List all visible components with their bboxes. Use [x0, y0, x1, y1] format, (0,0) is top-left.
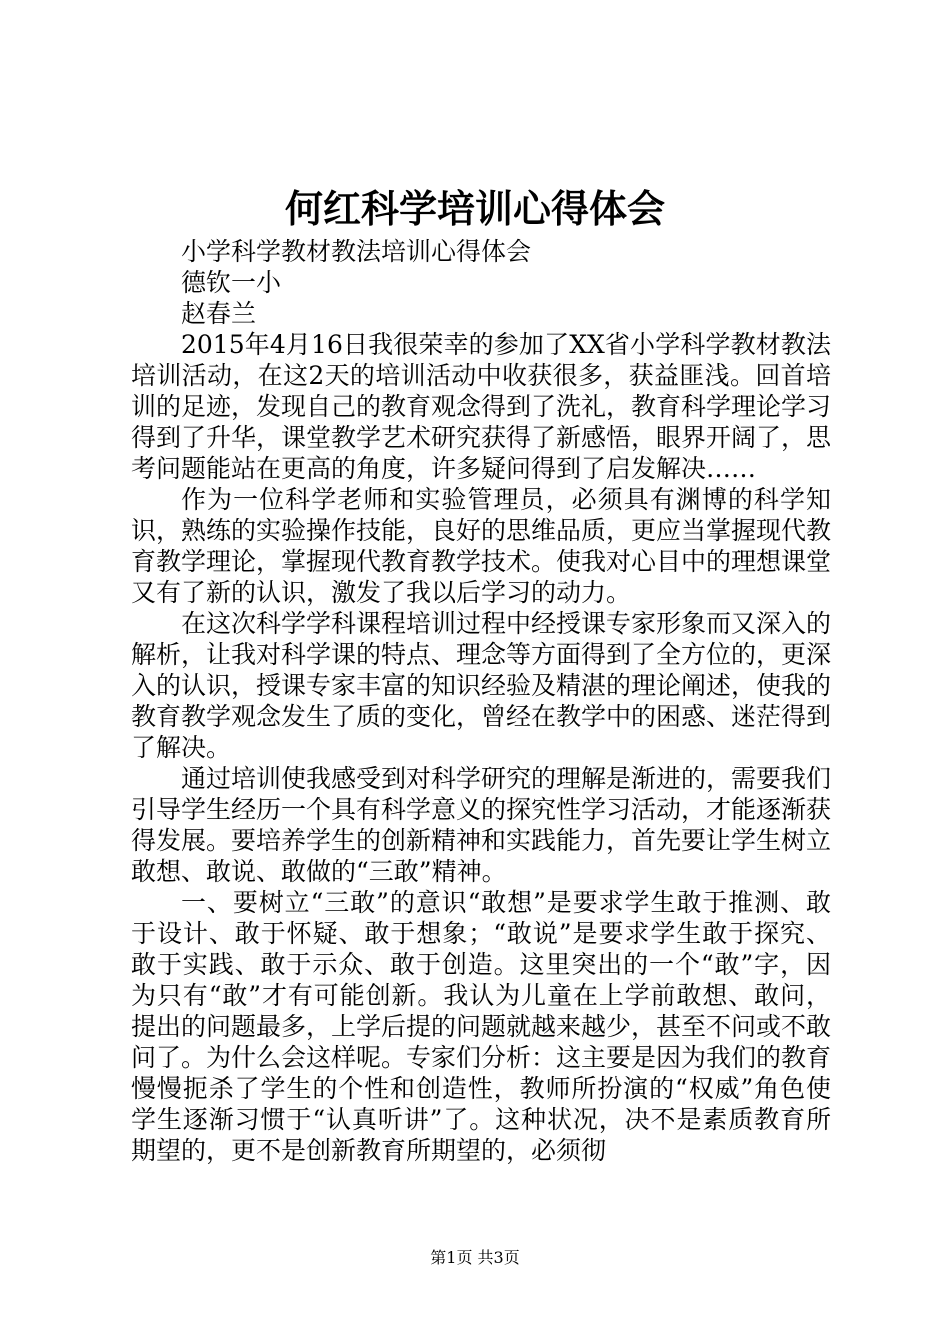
page-footer: 第1页 共3页 [430, 1248, 520, 1267]
document-body [131, 236, 831, 1166]
author-line: 赵春兰 [181, 299, 257, 328]
subtitle-line: 小学科学教材教法培训心得体会 [181, 237, 532, 266]
body-paragraph: 作为一位科学老师和实验管理员，必须具有渊博的科学知识，熟练的实验操作技能，良好的思维品质，更应当掌握现代教育教学理论，掌握现代教育教学技术。使我对心目中的理想课堂又有了新的认识，激发了我以后学习的动力。 [131, 485, 832, 607]
body-paragraph: 一、要树立“三敢”的意识“敢想”是要求学生敢于推测、敢于设计、敢于怀疑、敢于想象；“敢说”是要求学生敢于探究、敢于实践、敢于示众、敢于创造。这里突出的一个“敢”字，因为只有“敢”才有可能创新。我认为儿童在上学前敢想、敢问，提出的问题最多，上学后提的问题就越来越少，甚至不问或不敢问了。为什么会这样呢。专家们分析：这主要是因为我们的教育慢慢扼杀了学生的个性和创造性，教师所扮演的“权威”角色使学生逐渐习惯于“认真听讲”了。这种状况，决不是素质教育所期望的，更不是创新教育所期望的，必须彻 [131, 888, 832, 1165]
school-line: 德钦一小 [181, 268, 282, 297]
document-title: 何红科学培训心得体会 [284, 186, 665, 231]
body-paragraph: 2015年4月16日我很荣幸的参加了XX省小学科学教材教法培训活动，在这2天的培训活动中收获很多，获益匪浅。回首培训的足迹，发现自己的教育观念得到了洗礼，教育科学理论学习得到了升华，课堂教学艺术研究获得了新感悟，眼界开阔了，思考问题能站在更高的角度，许多疑问得到了启发解决…… [131, 330, 832, 483]
body-paragraph: 通过培训使我感受到对科学研究的理解是渐进的，需要我们引导学生经历一个具有科学意义的探究性学习活动，才能逐渐获得发展。要培养学生的创新精神和实践能力，首先要让学生树立敢想、敢说、敢做的“三敢”精神。 [131, 764, 832, 886]
body-paragraph: 在这次科学学科课程培训过程中经授课专家形象而又深入的解析，让我对科学课的特点、理念等方面得到了全方位的，更深入的认识，授课专家丰富的知识经验及精湛的理论阐述，使我的教育教学观念发生了质的变化，曾经在教学中的困惑、迷茫得到了解决。 [131, 609, 832, 762]
